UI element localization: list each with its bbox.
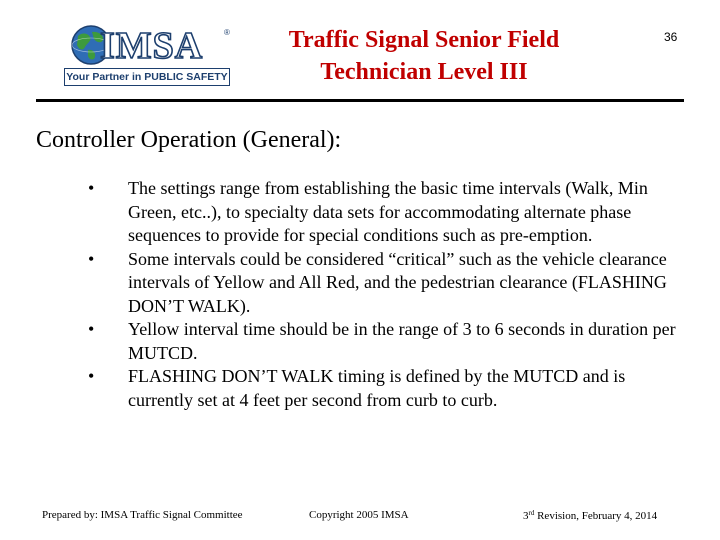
revision-suffix: rd bbox=[528, 509, 535, 517]
slide-title: Traffic Signal Senior Field Technician Level III bbox=[288, 27, 560, 85]
bullet-marker: • bbox=[88, 248, 95, 269]
footer-prepared-by: Prepared by: IMSA Traffic Signal Committee bbox=[42, 509, 243, 521]
bullet-text: The settings range from establishing the basic time intervals (Walk, Min Green, etc..), to specialty data sets for accommodating alternate phase sequences to provide for special conditions such as pre-emption. bbox=[128, 178, 648, 245]
bullet-item bbox=[88, 177, 688, 248]
bullet-text: Yellow interval time should be in the range of 3 to 6 seconds in duration per MUTCD. bbox=[128, 319, 676, 363]
revision-text: Revision, February 4, 2014 bbox=[534, 510, 658, 522]
page-number: 36 bbox=[664, 30, 678, 44]
footer-revision bbox=[523, 509, 657, 522]
bullet-text: Some intervals could be considered “critical” such as the vehicle clearance intervals of Yellow and All Red, and the pedestrian clearance (FLASHING DON’T WALK). bbox=[128, 248, 667, 316]
revision-ordinal: 3 bbox=[523, 510, 529, 522]
footer-copyright: Copyright 2005 IMSA bbox=[309, 509, 409, 521]
section-heading: Controller Operation (General): bbox=[36, 127, 342, 153]
bullet-item bbox=[88, 365, 688, 412]
registered-mark: ® bbox=[224, 28, 230, 37]
bullet-text: FLASHING DON’T WALK timing is defined by the MUTCD and is currently set at 4 feet per second from curb to curb. bbox=[128, 366, 626, 410]
logo-wordmark: IMSA bbox=[100, 25, 204, 67]
header-divider bbox=[36, 99, 684, 102]
bullet-list bbox=[88, 177, 688, 412]
bullet-marker: • bbox=[88, 319, 95, 339]
bullet-marker: • bbox=[88, 178, 95, 198]
logo-tagline: Your Partner in PUBLIC SAFETY bbox=[64, 68, 230, 86]
imsa-logo bbox=[64, 22, 234, 88]
bullet-item bbox=[88, 248, 688, 319]
bullet-item bbox=[88, 318, 688, 365]
bullet-marker: • bbox=[88, 366, 95, 386]
